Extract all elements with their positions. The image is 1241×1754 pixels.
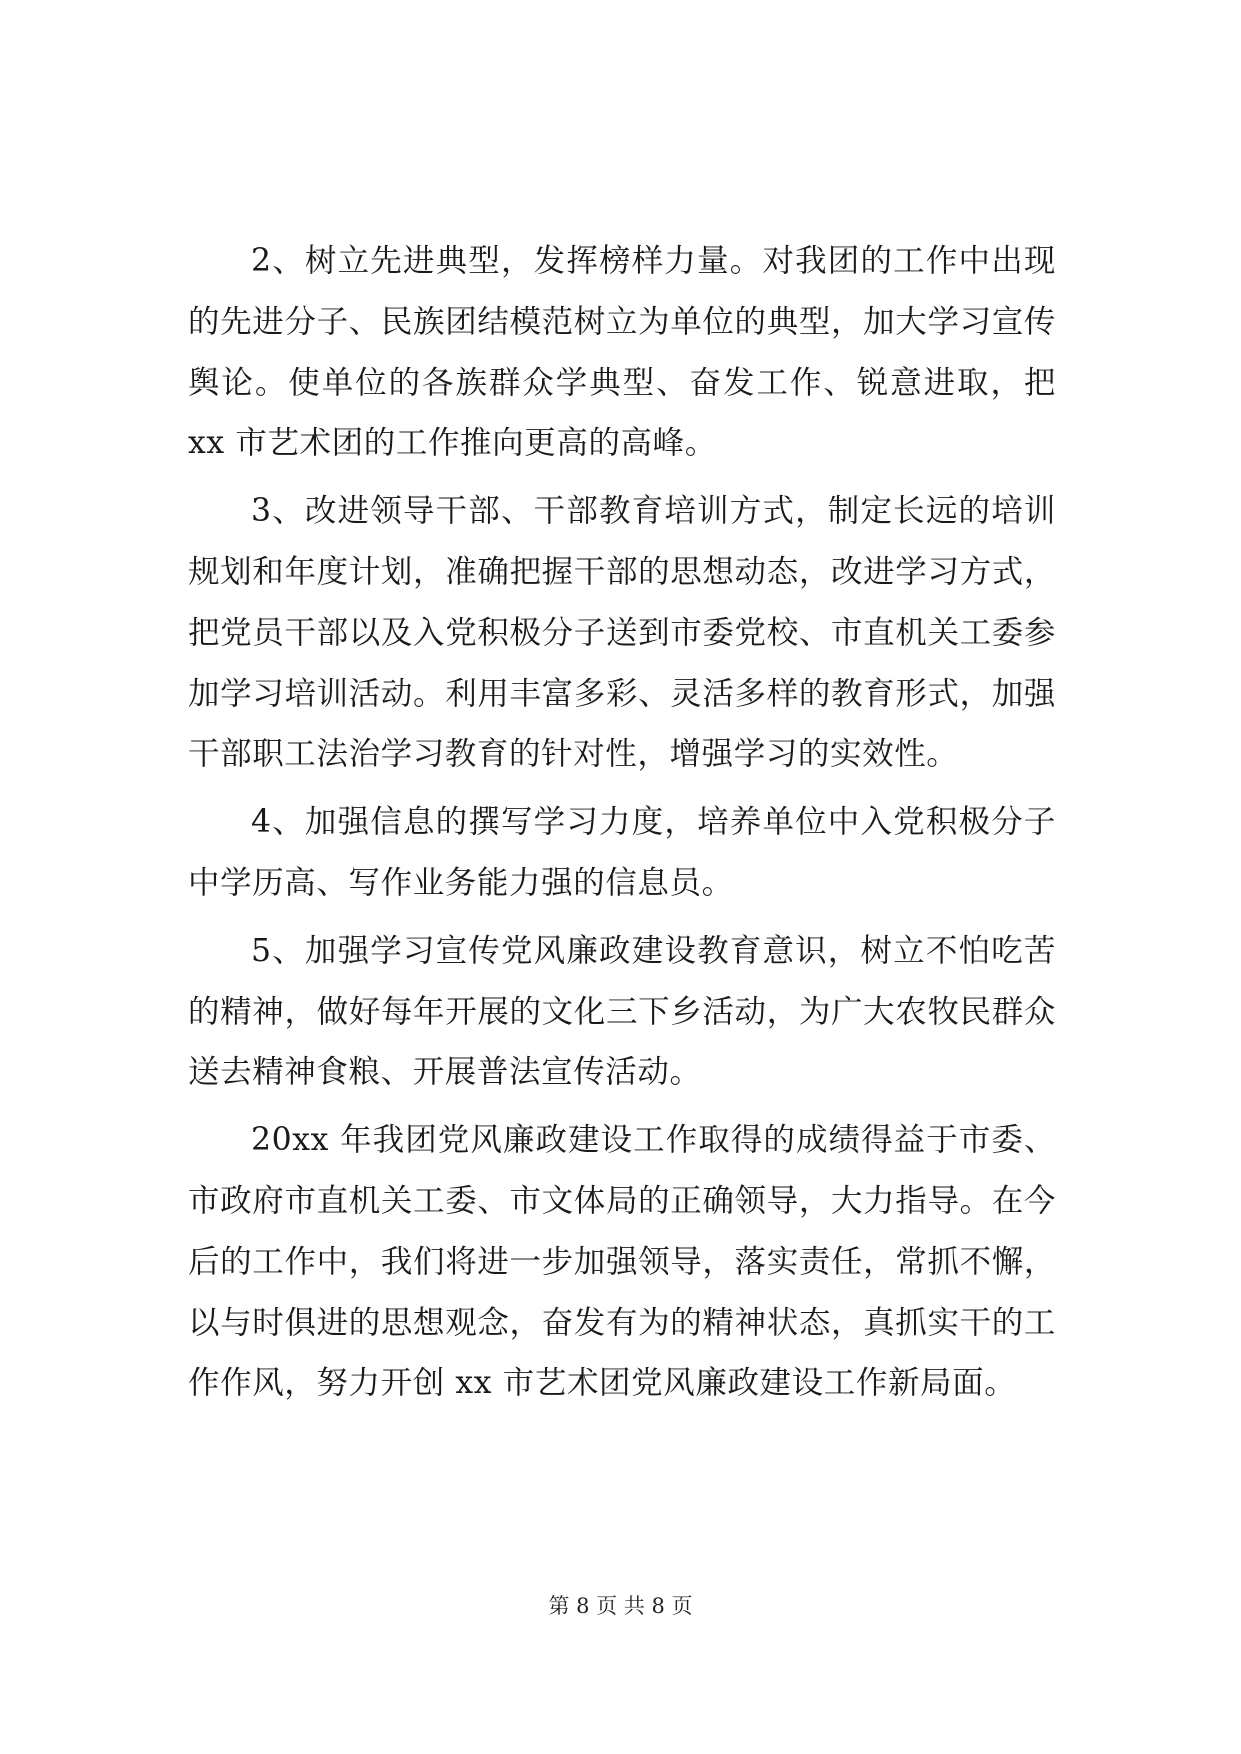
paragraph-item-4: 4、加强信息的撰写学习力度，培养单位中入党积极分子中学历高、写作业务能力强的信息员。	[188, 804, 1056, 901]
paragraph-item-3: 3、改进领导干部、干部教育培训方式，制定长远的培训规划和年度计划，准确把握干部的思想动态，改进学习方式，把党员干部以及入党积极分子送到市委党校、市直机关工委参加学习培训活动。利用丰富多彩、灵活多样的教育形式，加强干部职工法治学习教育的针对性，增强学习的实效性。	[188, 493, 1056, 773]
page-number-footer: 第 8 页 共 8 页	[548, 1594, 693, 1618]
paragraph-item-2: 2、树立先进典型，发挥榜样力量。对我团的工作中出现的先进分子、民族团结模范树立为单位的典型，加大学习宣传舆论。使单位的各族群众学典型、奋发工作、锐意进取，把 xx 市艺术团的工作推向更高的高峰。	[188, 243, 1056, 462]
document-body	[188, 231, 1056, 1414]
paragraph-conclusion: 20xx 年我团党风廉政建设工作取得的成绩得益于市委、市政府市直机关工委、市文体局的正确领导，大力指导。在今后的工作中，我们将进一步加强领导，落实责任，常抓不懈，以与时俱进的思想观念，奋发有为的精神状态，真抓实干的工作作风，努力开创 xx 市艺术团党风廉政建设工作新局面。	[188, 1122, 1056, 1402]
paragraph-item-5: 5、加强学习宣传党风廉政建设教育意识，树立不怕吃苦的精神，做好每年开展的文化三下乡活动，为广大农牧民群众送去精神食粮、开展普法宣传活动。	[188, 932, 1056, 1091]
